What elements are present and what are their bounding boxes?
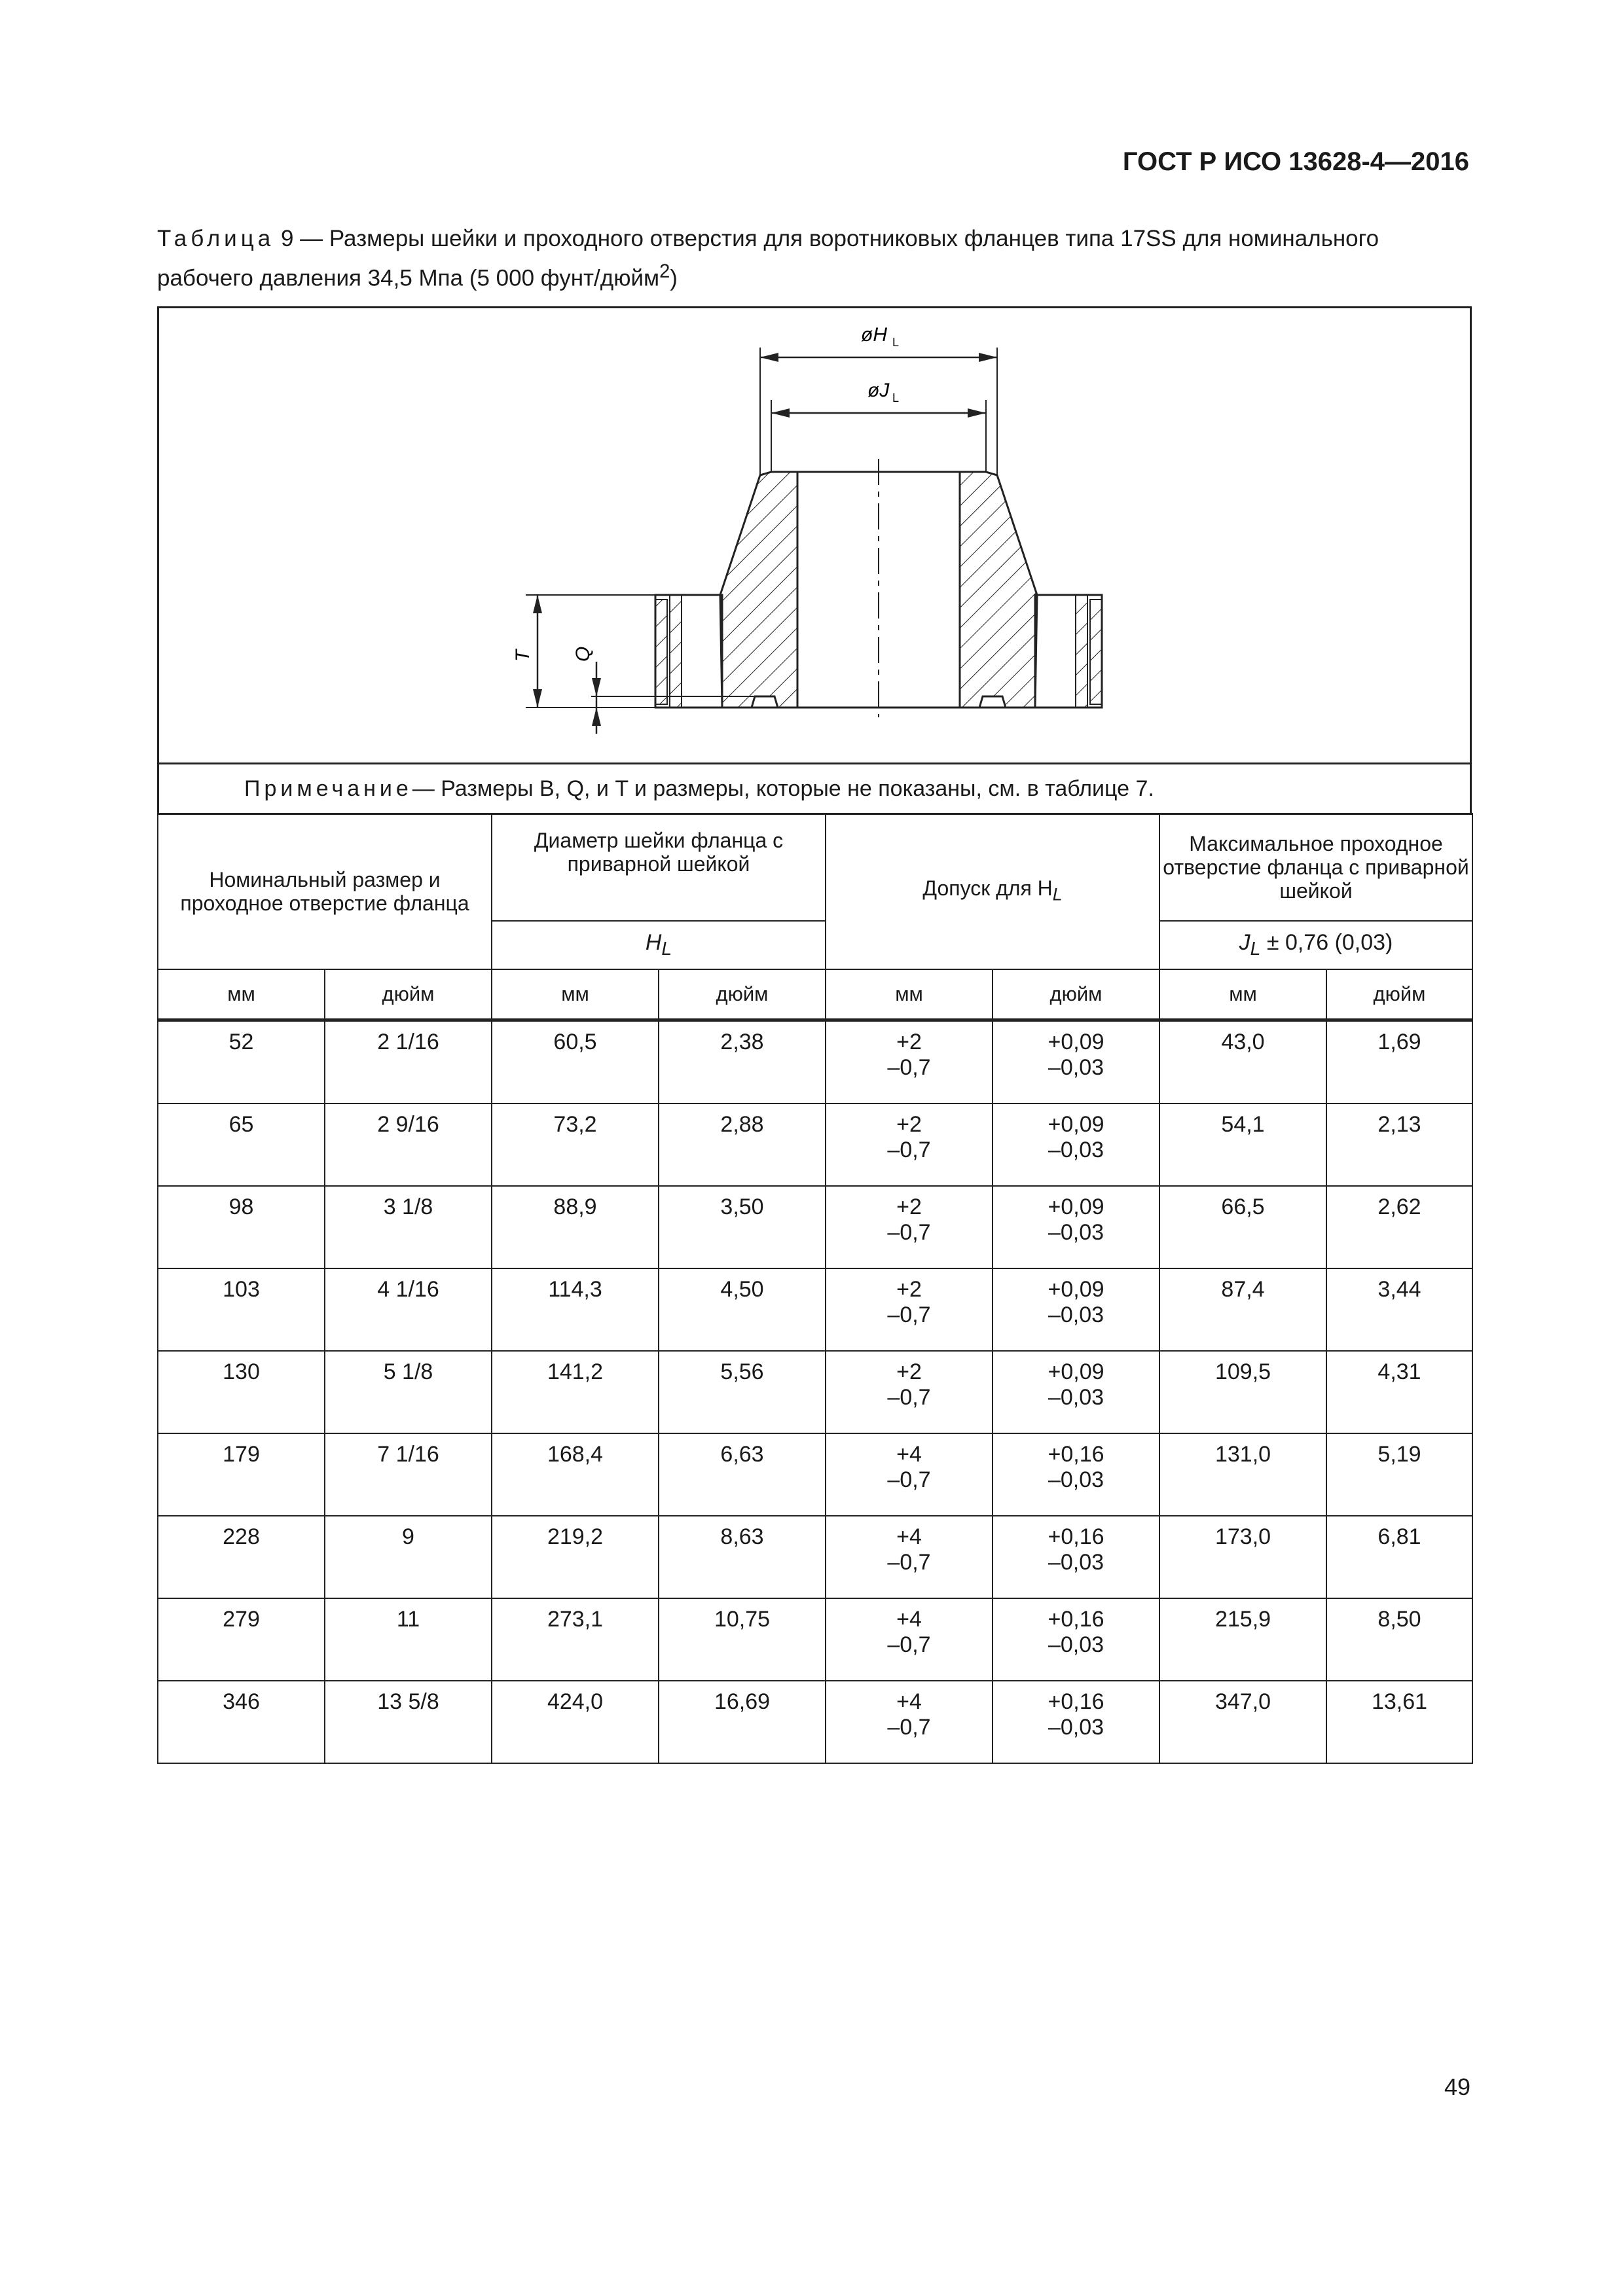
cell-nominal-mm: 98 <box>158 1186 325 1268</box>
cell-bore-in: 2,62 <box>1326 1186 1472 1268</box>
cell-tol-in: +0,16 –0,03 <box>993 1433 1159 1516</box>
cell-tol-mm: +2 –0,7 <box>826 1186 993 1268</box>
caption-text: 9 — Размеры шейки и проходного отверстия для воротниковых фланцев типа 17SS для номинального рабочего давления 34,5 Мпа (5 000 фунт/дюйм <box>157 226 1379 291</box>
unit-cell: мм <box>158 969 325 1020</box>
col-subheader-HL: $H_L$ <box>492 921 826 969</box>
col-header-bore: Максимальное проходное отверстие фланца с приварной шейкой <box>1159 814 1472 921</box>
cell-tol-mm: +4 –0,7 <box>826 1598 993 1681</box>
col-subheader-JL: $J_L \pm 0,76$ (0,03) <box>1159 921 1472 969</box>
cell-bore-mm: 109,5 <box>1159 1351 1326 1433</box>
cell-tol-in: +0,16 –0,03 <box>993 1681 1159 1763</box>
cell-nominal-mm: 52 <box>158 1020 325 1104</box>
table-row <box>158 1681 1472 1763</box>
unit-cell: мм <box>492 969 659 1020</box>
table-row <box>158 1351 1472 1433</box>
cell-tol-mm: +4 –0,7 <box>826 1681 993 1763</box>
note-text: — Размеры B, Q, и T и размеры, которые не показаны, см. в таблице 7. <box>412 776 1154 801</box>
cell-nominal-in: 2 1/16 <box>325 1020 492 1104</box>
table-row <box>158 1516 1472 1598</box>
cell-tol-in: +0,09 –0,03 <box>993 1351 1159 1433</box>
dim-T-label: T <box>512 649 534 662</box>
cell-neck-mm: 219,2 <box>492 1516 659 1598</box>
col-header-tolerance: Допуск для $H_L$ <box>826 814 1159 969</box>
cell-nominal-in: 4 1/16 <box>325 1268 492 1351</box>
cell-neck-mm: 114,3 <box>492 1268 659 1351</box>
cell-nominal-mm: 346 <box>158 1681 325 1763</box>
flange-drawing <box>159 308 1470 766</box>
cell-nominal-in: 3 1/8 <box>325 1186 492 1268</box>
cell-nominal-in: 11 <box>325 1598 492 1681</box>
dim-J-sub: L <box>892 391 900 404</box>
cell-neck-mm: 88,9 <box>492 1186 659 1268</box>
cell-neck-in: 8,63 <box>659 1516 826 1598</box>
cell-bore-in: 5,19 <box>1326 1433 1472 1516</box>
cell-neck-in: 6,63 <box>659 1433 826 1516</box>
cell-bore-mm: 173,0 <box>1159 1516 1326 1598</box>
cell-neck-mm: 168,4 <box>492 1433 659 1516</box>
cell-tol-mm: +2 –0,7 <box>826 1351 993 1433</box>
cell-neck-mm: 73,2 <box>492 1103 659 1186</box>
table-row <box>158 1103 1472 1186</box>
unit-cell: мм <box>826 969 993 1020</box>
cell-bore-in: 13,61 <box>1326 1681 1472 1763</box>
table-caption <box>157 223 1473 295</box>
cell-nominal-mm: 179 <box>158 1433 325 1516</box>
cell-tol-mm: +2 –0,7 <box>826 1103 993 1186</box>
unit-cell: дюйм <box>659 969 826 1020</box>
cell-tol-in: +0,16 –0,03 <box>993 1598 1159 1681</box>
table-row <box>158 1598 1472 1681</box>
cell-neck-in: 10,75 <box>659 1598 826 1681</box>
cell-nominal-mm: 103 <box>158 1268 325 1351</box>
cell-tol-mm: +2 –0,7 <box>826 1020 993 1104</box>
cell-bore-mm: 54,1 <box>1159 1103 1326 1186</box>
table-row <box>158 1186 1472 1268</box>
cell-nominal-in: 5 1/8 <box>325 1351 492 1433</box>
cell-tol-in: +0,09 –0,03 <box>993 1268 1159 1351</box>
table-row <box>158 1020 1472 1104</box>
unit-cell: дюйм <box>1326 969 1472 1020</box>
cell-neck-in: 5,56 <box>659 1351 826 1433</box>
cell-nominal-in: 9 <box>325 1516 492 1598</box>
cell-bore-in: 8,50 <box>1326 1598 1472 1681</box>
cell-nominal-mm: 279 <box>158 1598 325 1681</box>
caption-sup: 2 <box>659 261 670 282</box>
dim-J-label: øJ <box>867 380 890 401</box>
cell-neck-in: 16,69 <box>659 1681 826 1763</box>
cell-bore-in: 2,13 <box>1326 1103 1472 1186</box>
cell-neck-mm: 273,1 <box>492 1598 659 1681</box>
dim-H-sub: L <box>892 336 900 349</box>
cell-neck-mm: 424,0 <box>492 1681 659 1763</box>
col-header-nominal: Номинальный размер и проходное отверстие фланца <box>158 814 492 969</box>
cell-bore-in: 4,31 <box>1326 1351 1472 1433</box>
cell-tol-in: +0,16 –0,03 <box>993 1516 1159 1598</box>
cell-tol-mm: +4 –0,7 <box>826 1433 993 1516</box>
cell-tol-in: +0,09 –0,03 <box>993 1186 1159 1268</box>
dim-H-label: øH <box>861 324 887 346</box>
caption-end: ) <box>670 265 678 291</box>
dimensions-table <box>157 813 1473 1764</box>
cell-neck-mm: 141,2 <box>492 1351 659 1433</box>
cell-bore-mm: 347,0 <box>1159 1681 1326 1763</box>
dim-Q-label: Q <box>572 646 594 662</box>
cell-neck-in: 3,50 <box>659 1186 826 1268</box>
drawing-frame <box>157 306 1472 815</box>
cell-neck-in: 2,38 <box>659 1020 826 1104</box>
page-number: 49 <box>1444 2073 1470 2100</box>
cell-bore-in: 3,44 <box>1326 1268 1472 1351</box>
cell-nominal-in: 2 9/16 <box>325 1103 492 1186</box>
cell-nominal-mm: 65 <box>158 1103 325 1186</box>
unit-cell: дюйм <box>993 969 1159 1020</box>
unit-cell: дюйм <box>325 969 492 1020</box>
cell-tol-mm: +2 –0,7 <box>826 1268 993 1351</box>
unit-cell: мм <box>1159 969 1326 1020</box>
caption-label: Таблица <box>157 226 275 251</box>
cell-neck-in: 4,50 <box>659 1268 826 1351</box>
cell-nominal-in: 13 5/8 <box>325 1681 492 1763</box>
cell-bore-mm: 66,5 <box>1159 1186 1326 1268</box>
cell-nominal-mm: 130 <box>158 1351 325 1433</box>
table-row <box>158 1433 1472 1516</box>
cell-nominal-in: 7 1/16 <box>325 1433 492 1516</box>
cell-bore-mm: 131,0 <box>1159 1433 1326 1516</box>
cell-tol-in: +0,09 –0,03 <box>993 1020 1159 1104</box>
cell-bore-mm: 87,4 <box>1159 1268 1326 1351</box>
table-row <box>158 1268 1472 1351</box>
cell-tol-mm: +4 –0,7 <box>826 1516 993 1598</box>
cell-bore-mm: 215,9 <box>1159 1598 1326 1681</box>
col-header-neck: Диаметр шейки фланца с приварной шейкой <box>492 814 826 921</box>
cell-bore-in: 1,69 <box>1326 1020 1472 1104</box>
cell-bore-mm: 43,0 <box>1159 1020 1326 1104</box>
cell-neck-in: 2,88 <box>659 1103 826 1186</box>
note-label: Примечание <box>244 776 412 801</box>
cell-nominal-mm: 228 <box>158 1516 325 1598</box>
cell-neck-mm: 60,5 <box>492 1020 659 1104</box>
cell-bore-in: 6,81 <box>1326 1516 1472 1598</box>
cell-tol-in: +0,09 –0,03 <box>993 1103 1159 1186</box>
document-header: ГОСТ Р ИСО 13628-4—2016 <box>1122 147 1469 176</box>
note <box>157 762 1472 815</box>
